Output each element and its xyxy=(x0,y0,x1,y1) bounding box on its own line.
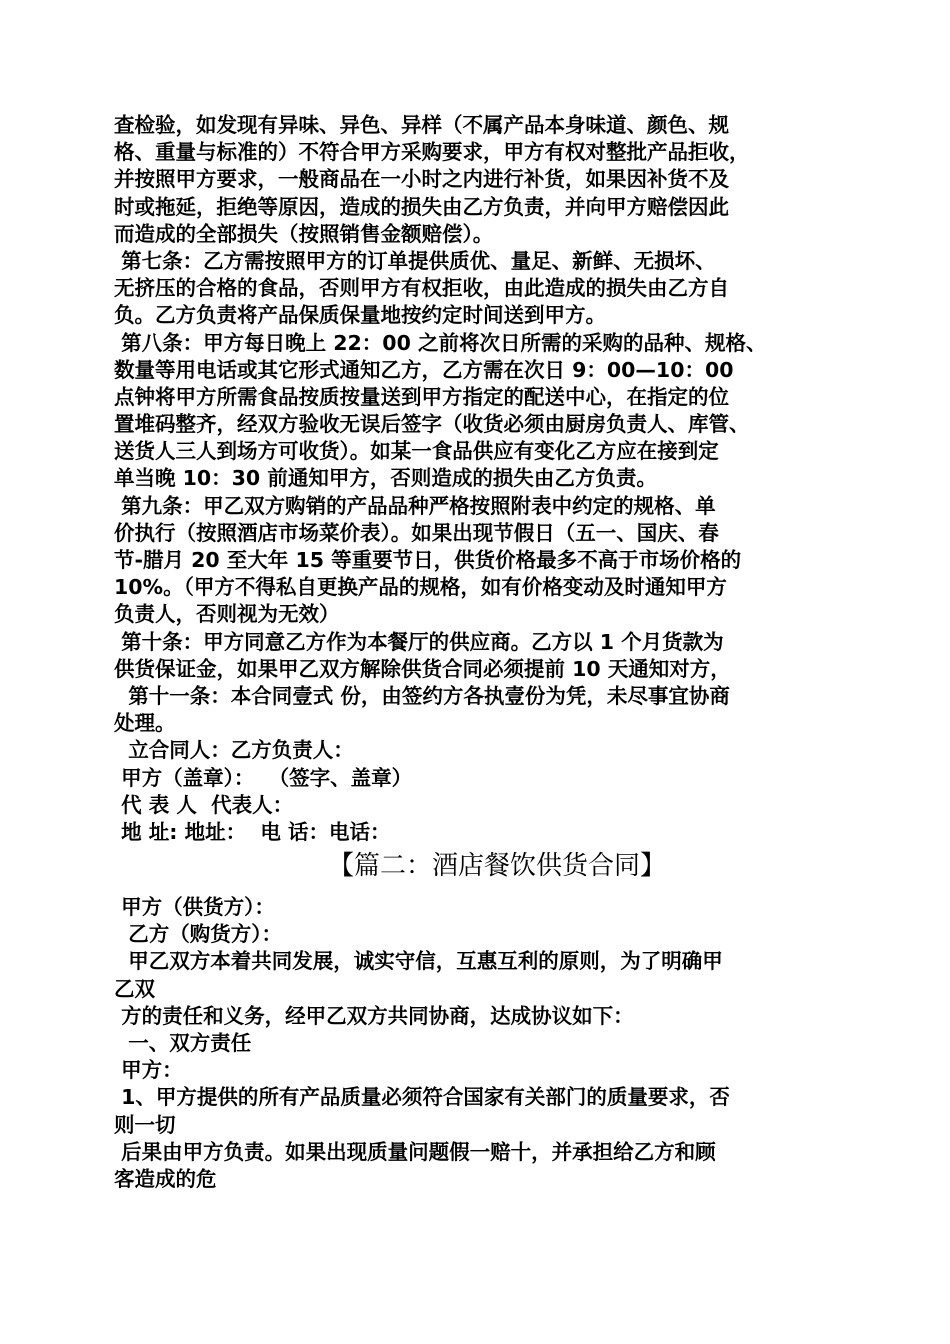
text-line: 方的责任和义务，经甲乙双方共同协商，达成协议如下： xyxy=(114,1003,634,1028)
text-line: 则一切 xyxy=(114,1112,176,1137)
text-line: 而造成的全部损失（按照销售金额赔偿）。 xyxy=(114,221,494,246)
address-phone-line: 地 址: 地址： 电 话：电话： xyxy=(114,819,391,844)
text-line: 处理。 xyxy=(114,711,176,736)
signatory-line: 立合同人：乙方负责人： xyxy=(114,738,354,763)
text-line: 价执行（按照酒店市场菜价表）。如果出现节假日（五一、国庆、春 xyxy=(114,520,719,545)
article-10-line: 第十条：甲方同意乙方作为本餐厅的供应商。乙方以 1 个月货款为 xyxy=(114,629,724,654)
article-7-line: 第七条：乙方需按照甲方的订单提供质优、量足、新鲜、无损坏、 xyxy=(114,248,716,273)
section-title: 【篇二：酒店餐饮供货合同】 xyxy=(327,851,666,882)
text-line: 10%。（甲方不得私自更换产品的规格，如有价格变动及时通知甲方 xyxy=(114,575,727,600)
text-line: 置堆码整齐，经双方验收无误后签字（收货必须由厨房负责人、库管、 xyxy=(114,412,750,437)
representative-line: 代 表 人 代表人： xyxy=(114,792,294,817)
text-line: 后果由甲方负责。如果出现质量问题假一赔十，并承担给乙方和顾 xyxy=(114,1139,716,1164)
party-label: 甲方： xyxy=(114,1058,183,1083)
text-line: 节-腊月 20 至大年 15 等重要节日，供货价格最多不高于市场价格的 xyxy=(114,548,742,572)
text-line: 客造成的危 xyxy=(114,1166,217,1191)
text-line: 送货人三人到场方可收货）。如某一食品供应有变化乙方应在接到定 xyxy=(114,439,719,464)
seal-line: 甲方（盖章）： （签字、盖章） xyxy=(114,765,413,790)
article-8-line: 第八条：甲方每日晚上 22：00 之前将次日所需的采购的品种、规格、 xyxy=(114,330,767,355)
buyer-line: 乙方（购货方）： xyxy=(114,922,283,947)
document-page xyxy=(114,112,844,1193)
text-line: 并按照甲方要求，一般商品在一小时之内进行补货，如果因补货不及 xyxy=(114,167,729,192)
text-line: 乙双 xyxy=(114,976,155,1001)
text-line: 查检验，如发现有异味、异色、异样（不属产品本身味道、颜色、规 xyxy=(114,113,729,137)
text-line: 数量等用电话或其它形式通知乙方，乙方需在次日 9：00—10：00 xyxy=(114,357,734,382)
text-line: 点钟将甲方所需食品按质按量送到甲方指定的配送中心，在指定的位 xyxy=(114,384,729,409)
contract-part-two xyxy=(114,894,844,1193)
text-line: 1、甲方提供的所有产品质量必须符合国家有关部门的质量要求，否 xyxy=(114,1085,730,1110)
article-11-line: 第十一条：本合同壹式 份，由签约方各执壹份为凭，未尽事宜协商 xyxy=(114,683,730,708)
text-line: 负。乙方负责将产品保质保量地按约定时间送到甲方。 xyxy=(114,303,606,328)
text-line: 供货保证金，如果甲乙双方解除供货合同必须提前 10 天通知对方， xyxy=(114,656,731,681)
text-line: 单当晚 10：30 前通知甲方，否则造成的损失由乙方负责。 xyxy=(114,466,657,491)
text-line: 时或拖延，拒绝等原因，造成的损失由乙方负责，并向甲方赔偿因此 xyxy=(114,194,729,219)
clause-heading: 一、双方责任 xyxy=(114,1031,252,1055)
text-line: 格、重量与标准的）不符合甲方采购要求，甲方有权对整批产品拒收， xyxy=(114,140,750,165)
text-line: 无挤压的合格的食品，否则甲方有权拒收，由此造成的损失由乙方自 xyxy=(114,276,729,301)
text-line: 甲乙双方本着共同发展，诚实守信，互惠互利的原则，为了明确甲 xyxy=(114,949,723,974)
supplier-line: 甲方（供货方）： xyxy=(114,895,275,920)
contract-part-one xyxy=(114,112,844,846)
text-line: 负责人，否则视为无效） xyxy=(114,602,340,627)
article-9-line: 第九条：甲乙双方购销的产品品种严格按照附表中约定的规格、单 xyxy=(114,493,716,518)
